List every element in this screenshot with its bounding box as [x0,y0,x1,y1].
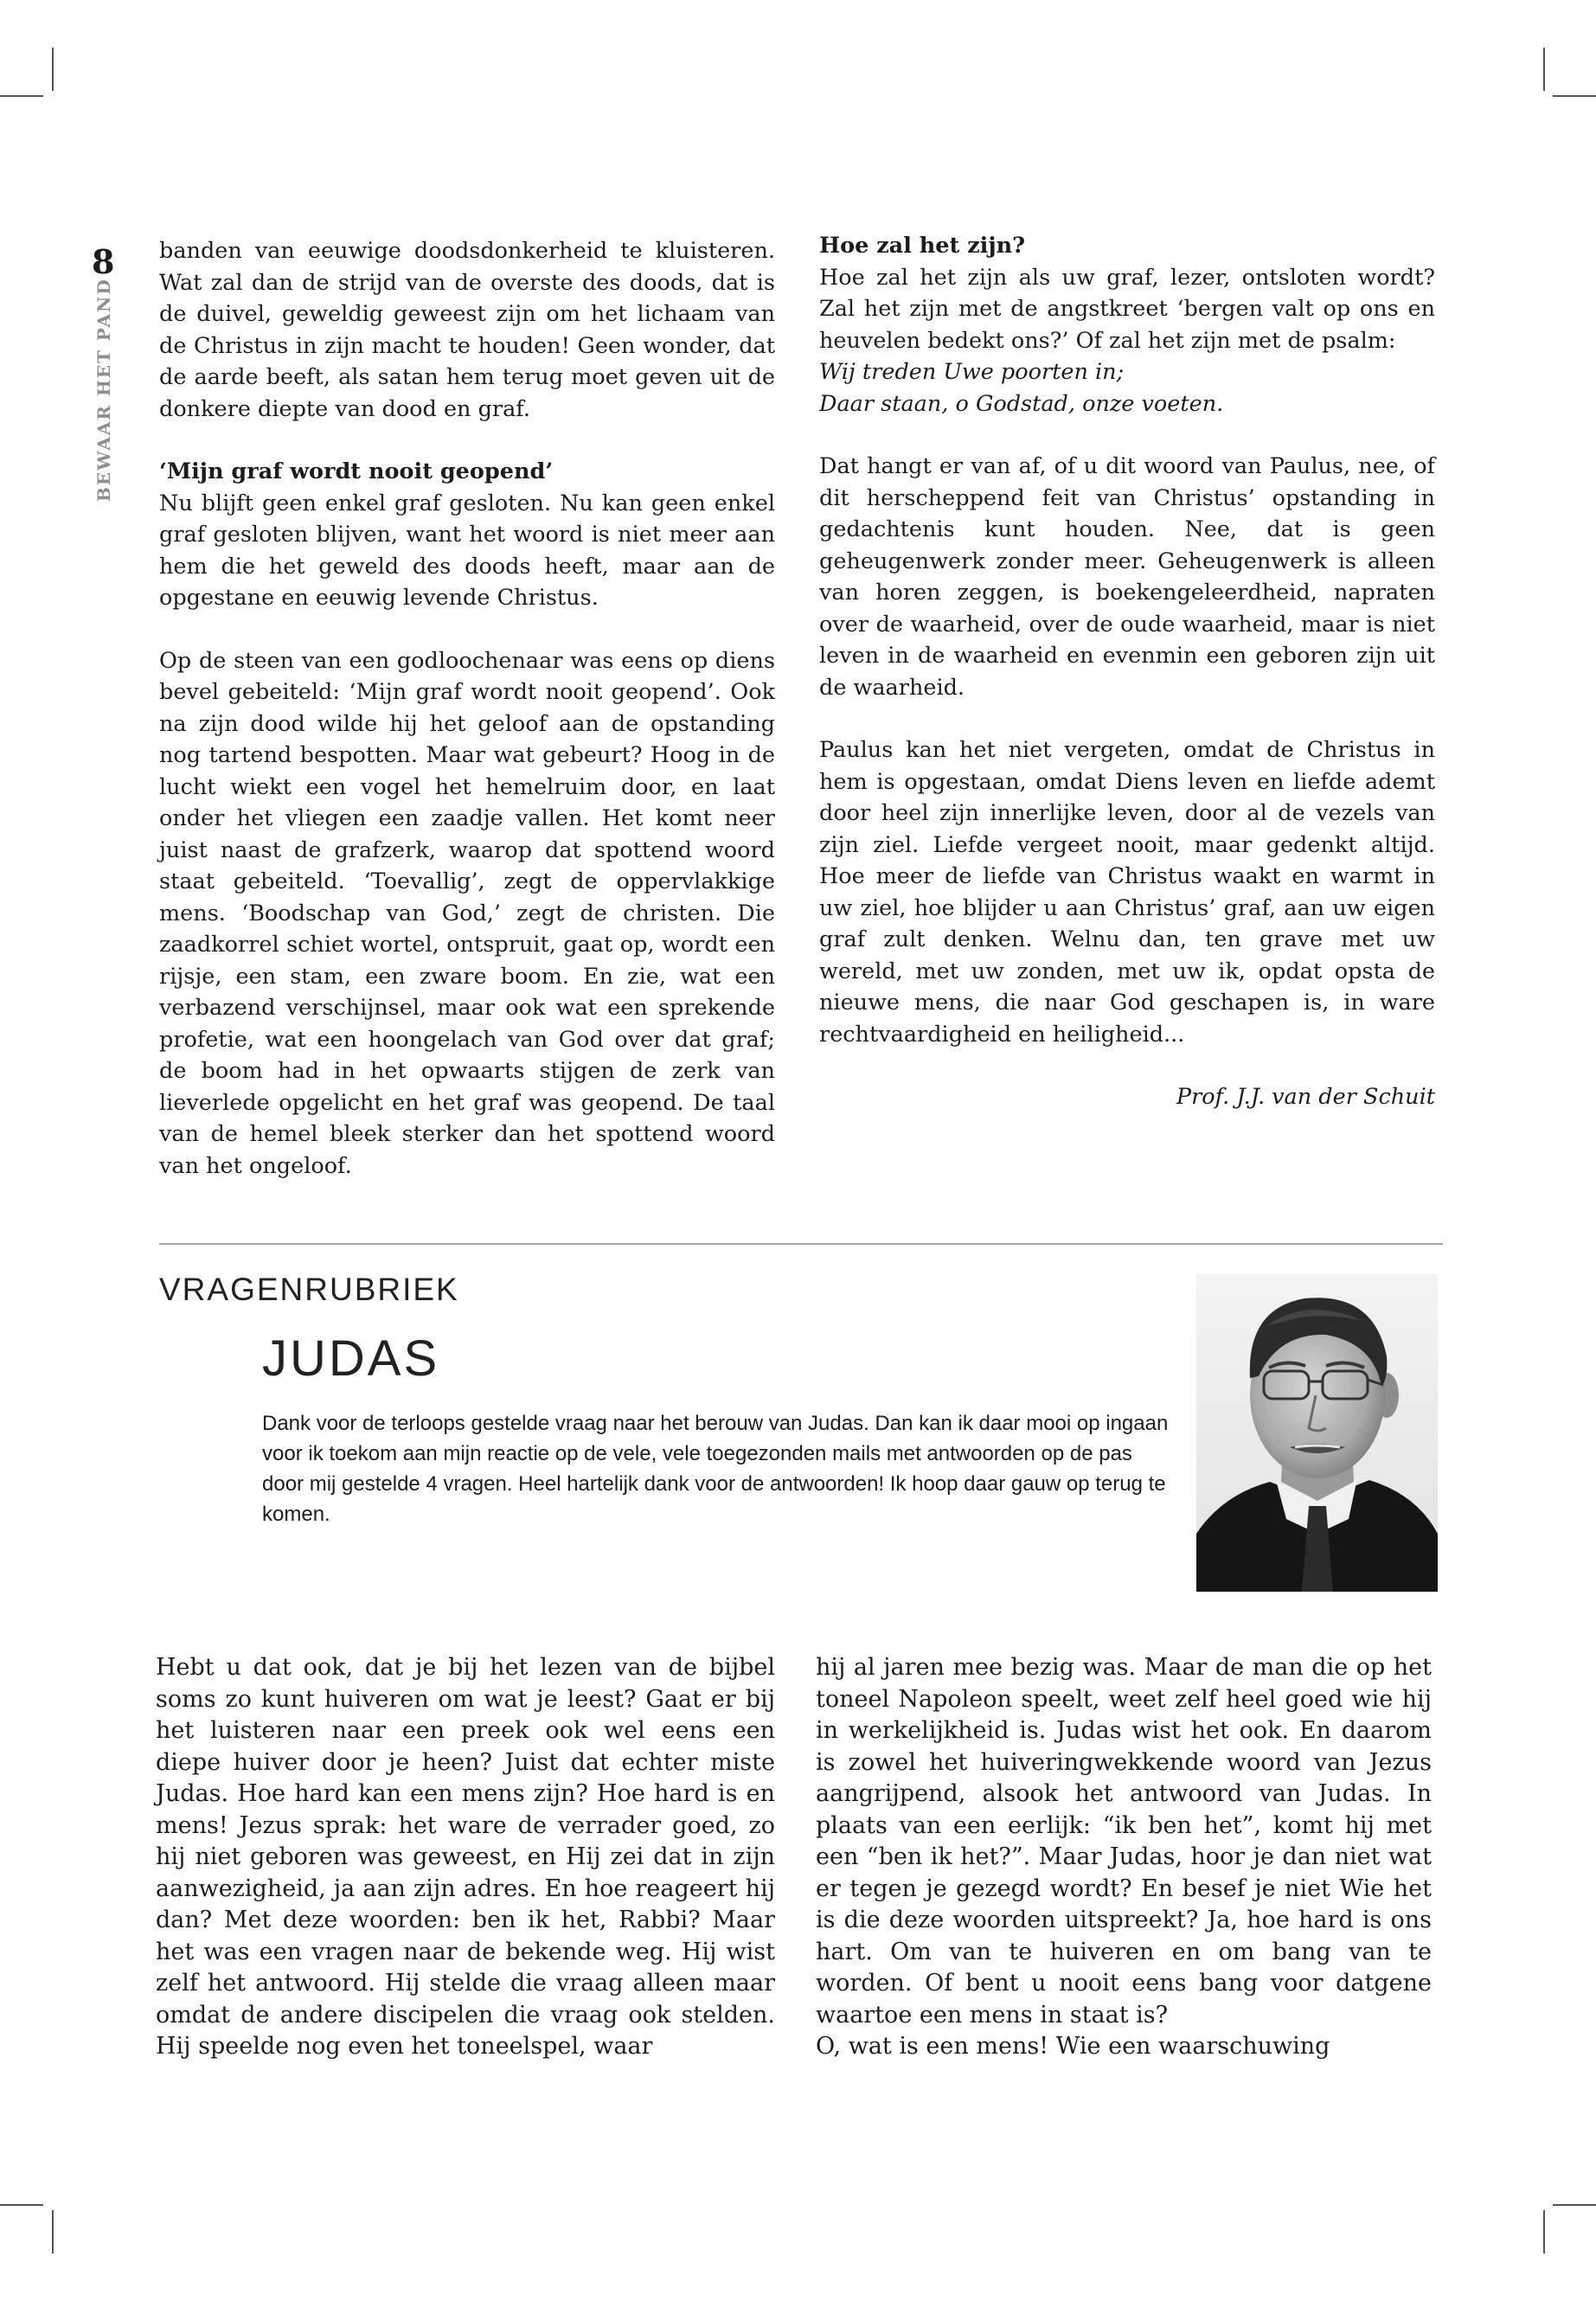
crop-mark [1543,2210,1545,2253]
page-number: 8 [92,242,115,281]
answer-column-right [816,1652,1432,2063]
crop-mark [52,48,54,91]
crop-mark [1543,48,1545,91]
article-column-left [159,235,775,1213]
paragraph: Op de steen van een godloochenaar was eens op diens bevel gebeiteld: ‘Mijn graf wordt nooit geopend’. Ook na zijn dood wilde hij het geloof aan de opstanding nog tartend bespotten. Maar wat gebeurt? Hoog in de lucht wiekt een vogel het hemelruim door, en laat onder het vliegen een zaadje vallen. Het komt neer juist naast de grafzerk, waarop dat spottend woord staat gebeiteld. ‘Toevallig’, zegt de oppervlakkige mens. ‘Boodschap van God,’ zegt de christen. Die zaadkorrel schiet wortel, ontspruit, gaat op, wordt een rijsje, een stam, een zware boom. En zie, wat een verbazend verschijnsel, maar ook wat een sprekende profetie, wat een hoongelach van God over dat graf; de boom had in het opwaarts stijgen de zerk van lieverlede opgelicht en het graf was geopend. De taal van de hemel bleek sterker dan het spottend woord van het ongeloof. [159,647,775,1179]
paragraph: Hoe zal het zijn als uw graf, lezer, ontsloten wordt? Zal het zijn met de angstkreet ‘bergen valt op ons en heuvelen bedekt ons?’ Of zal het zijn met de psalm: [819,264,1435,354]
paragraph: Nu blijft geen enkel graf gesloten. Nu kan geen enkel graf gesloten blijven, want het woord is niet meer aan hem die het geweld des doods heeft, maar aan de opgestane en eeuwig levende Christus. [159,490,775,611]
section-divider [159,1243,1443,1245]
author-portrait [1196,1274,1438,1592]
psalm-quote-line: Wij treden Uwe poorten in; [819,359,1125,385]
crop-mark [0,2204,43,2206]
crop-mark [52,2210,54,2253]
author-signature: Prof. J.J. van der Schuit [1176,1084,1435,1110]
paragraph: Dat hangt er van af, of u dit woord van Paulus, nee, of dit herscheppend feit van Christus’ opstanding in gedachtenis kunt houden. Nee, dat is geen geheugenwerk zonder meer. Geheugenwerk is alleen van horen zeggen, is boekengeleerdheid, napraten over de waarheid, over de oude waarheid, maar is niet leven in de waarheid en evenmin een geboren zijn uit de waarheid. [819,453,1435,701]
section-label: VRAGENRUBRIEK [159,1272,459,1307]
subheading: Hoe zal het zijn? [819,233,1026,259]
paragraph: Paulus kan het niet vergeten, omdat de Christus in hem is opgestaan, omdat Diens leven en liefde ademt door heel zijn innerlijke leven, door al de vezels van zijn ziel. Liefde vergeet nooit, maar gedenkt altijd. Hoe meer de liefde van Christus waakt en warmt in uw ziel, hoe blijder u aan Christus’ graf, aan uw eigen graf zult denken. Welnu dan, ten grave met uw wereld, met uw zonden, met uw ik, opdat opsta de nieuwe mens, die naar God geschapen is, in ware rechtvaardigheid en heiligheid... [819,737,1435,1048]
subheading: ‘Mijn graf wordt nooit geopend’ [159,458,554,484]
paragraph: O, wat is een mens! Wie een waarschuwing [816,2033,1330,2060]
paragraph: Hebt u dat ook, dat je bij het lezen van de bijbel soms zo kunt huiveren om wat je leest? Gaat er bij het luisteren naar een preek ook wel eens een diepe huiver door je heen? Juist dat echter miste Judas. Hoe hard kan een mens zijn? Hoe hard is en mens! Jezus sprak: het ware de verrader goed, zo hij niet geboren was geweest, en Hij zei dat in zijn aanwezigheid, ja aan zijn adres. En hoe reageert hij dan? Met deze woorden: ben ik het, Rabbi? Maar het was een vragen naar de bekende weg. Hij wist zelf het antwoord. Hij stelde die vraag alleen maar omdat de andere discipelen die vraag ook stelden. Hij speelde nog even het toneelspel, waar [156,1654,775,2060]
paragraph: hij al jaren mee bezig was. Maar de man die op het toneel Napoleon speelt, weet zelf heel goed wie hij in werkelijkheid is. Judas wist het ook. En daarom is zowel het huiveringwekkende woord van Jezus aangrijpend, alsook het antwoord van Judas. In plaats van een eerlijk: “ik ben het”, komt hij met een “ben ik het?”. Maar Judas, hoor je dan niet wat er tegen je gezegd wordt? En besef je niet Wie het is die deze woorden uitspreekt? Ja, hoe hard is ons hart. Om van te huiveren en om bang van te worden. Of bent u nooit eens bang voor datgene waartoe een mens in staat is? [816,1654,1432,2029]
running-head: BEWAAR HET PAND [93,278,114,502]
paragraph: banden van eeuwige doodsdonkerheid te kluisteren. Wat zal dan de strijd van de overste des doods, dat is de duivel, geweldig geweest zijn om het lichaam van de Christus in zijn macht te houden! Geen wonder, dat de aarde beeft, als satan hem terug moet geven uit de donkere diepte van dood en graf. [159,238,775,422]
psalm-quote-line: Daar staan, o Godstad, onze voeten. [819,390,1224,417]
crop-mark [0,95,43,97]
crop-mark [1553,95,1596,97]
article-title: JUDAS [262,1330,440,1387]
intro-text: Dank voor de terloops gestelde vraag naar het berouw van Judas. Dan kan ik daar mooi op ingaan voor ik toekom aan mijn reactie op de vele, vele toegezonden mails met antwoorden op de pas door mij gestelde 4 vragen. Heel hartelijk dank voor de antwoorden! Ik hoop daar gauw op terug te komen. [262,1412,1169,1526]
answer-column-left [156,1652,775,2063]
crop-mark [1553,2204,1596,2206]
paragraph-with-quote [819,262,1435,420]
article-column-right [819,230,1435,1113]
